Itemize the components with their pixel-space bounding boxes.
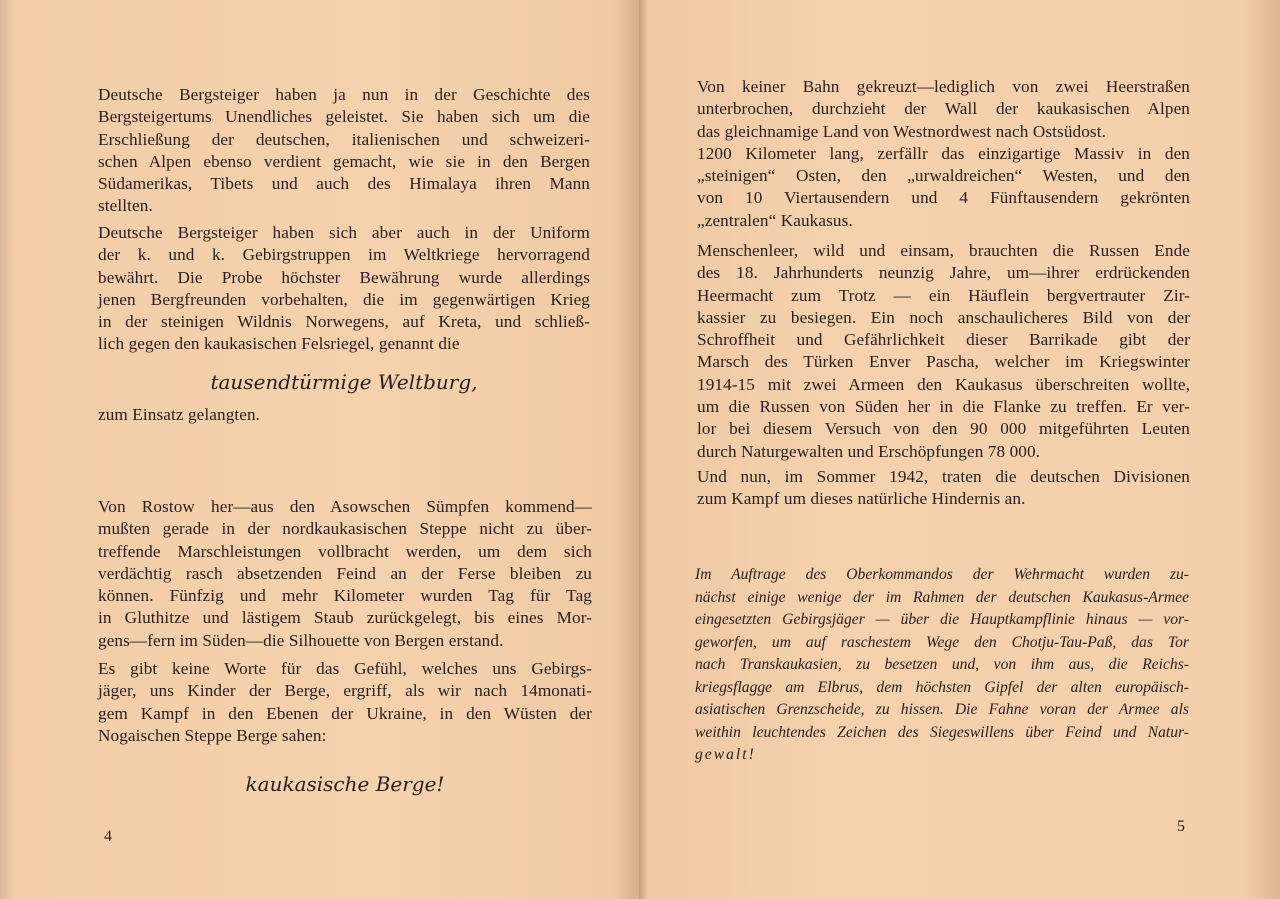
page-number-right: 5 <box>1177 818 1185 835</box>
right-paragraph-1 <box>697 76 1190 232</box>
italic-order-paragraph <box>695 564 1189 767</box>
line: Und nun, im Sommer 1942, traten die deutschen Divisionen <box>697 467 1190 486</box>
line: zum Kampf um dieses natürliche Hindernis an. <box>697 489 1026 509</box>
line: Südamerikas, Tibets und auch des Himalaya ihren Mann <box>98 174 590 194</box>
verse-weltburg: tausendtürmige Weltburg, <box>210 370 478 394</box>
line: Deutsche Bergsteiger haben ja nun in der Geschichte des <box>98 85 590 104</box>
line: um die Russen von Süden her in die Flanke zu treffen. Er ver- <box>697 397 1190 417</box>
line: eingesetzten Gebirgsjäger — über die Hauptkampflinie hinaus — vor- <box>695 611 1189 628</box>
line: Menschenleer, wild und einsam, brauchten die Russen Ende <box>697 241 1190 260</box>
line: der k. und k. Gebirgstruppen im Weltkriege hervorragend <box>98 245 590 265</box>
left-paragraph-2 <box>98 222 590 356</box>
line: Erschließung der deutschen, italienischen und schweizeri- <box>98 129 590 149</box>
line: Nogaischen Steppe Berge sahen: <box>98 725 327 745</box>
line: Von Rostow her—aus den Asowschen Sümpfen kommend— <box>98 497 592 516</box>
line: gewalt! <box>695 746 756 763</box>
line: stellten. <box>98 196 153 216</box>
line: Von keiner Bahn gekreuzt—lediglich von zwei Heerstraßen <box>697 77 1190 96</box>
line: Bergsteigertums Unendliches geleistet. Sie haben sich um die <box>98 107 590 127</box>
line: Im Auftrage des Oberkommandos der Wehrmacht wurden zu- <box>695 566 1189 583</box>
line: durch Naturgewalten und Erschöpfungen 78 000. <box>697 441 1041 461</box>
line: Heermacht zum Trotz — ein Häuflein bergvertrauter Zir- <box>697 285 1190 305</box>
right-paragraph-2 <box>697 240 1190 463</box>
line: weithin leuchtendes Zeichen des Siegeswillens über Feind und Natur- <box>695 723 1189 741</box>
line: des 18. Jahrhunderts neunzig Jahre, um—ihrer erdrückenden <box>697 263 1190 283</box>
line: asiatischen Grenzscheide, zu hissen. Die Fahne voran der Armee als <box>695 701 1189 718</box>
line: bewährt. Die Probe höchster Bewährung wurde allerdings <box>98 267 590 287</box>
line: geworfen, um auf raschestem Wege den Chotju-Tau-Paß, das Tor <box>695 633 1189 651</box>
line: kriegsflagge am Elbrus, dem höchsten Gipfel der alten europäisch- <box>695 678 1189 696</box>
line: kassier zu besiegen. Ein noch anschaulicheres Bild von der <box>697 307 1190 327</box>
right-page <box>640 0 1280 899</box>
line: nächst einige wenige der im Rahmen der deutschen Kaukasus-Armee <box>695 588 1189 606</box>
line: in Gluthitze und lästigem Staub zurückgelegt, bis eines Mor- <box>98 608 592 628</box>
line: treffende Marschleistungen vollbracht werden, um dem sich <box>98 541 592 561</box>
line: zum Einsatz gelangten. <box>98 405 261 424</box>
line: unterbrochen, durchzieht der Wall der kaukasischen Alpen <box>697 99 1190 119</box>
left-paragraph-5 <box>98 658 592 747</box>
line: Schroffheit und Gefährlichkeit dieser Barrikade gibt der <box>697 330 1190 350</box>
line: Marsch des Türken Enver Pascha, welcher im Kriegswinter <box>697 352 1190 372</box>
line: Deutsche Bergsteiger haben sich aber auch in der Uniform <box>98 223 590 242</box>
line: 1200 Kilometer lang, zerfällr das einzigartige Massiv in den <box>697 143 1190 163</box>
left-paragraph-1 <box>98 84 590 218</box>
line: „steinigen“ Osten, den „urwaldreichen“ Westen, und den <box>697 166 1190 186</box>
line: „zentralen“ Kaukasus. <box>697 210 853 230</box>
line: jäger, uns Kinder der Berge, ergriff, als wir nach 14monati- <box>98 681 592 701</box>
right-paragraph-3 <box>697 466 1190 511</box>
left-paragraph-4 <box>98 496 592 652</box>
line: gens—fern im Süden—die Silhouette von Bergen erstand. <box>98 630 504 650</box>
line: lich gegen den kaukasischen Felsriegel, genannt die <box>98 334 460 354</box>
line: schen Alpen ebenso verdient gemacht, wie sie in den Bergen <box>98 151 590 171</box>
line: das gleichnamige Land von Westnordwest nach Ostsüdost. <box>697 121 1106 141</box>
line: mußten gerade in der nordkaukasischen Steppe nicht zu über- <box>98 519 592 539</box>
line: gem Kampf in den Ebenen der Ukraine, in den Wüsten der <box>98 703 592 723</box>
page-number-left: 4 <box>104 828 112 845</box>
line: von 10 Viertausendern und 4 Fünftausendern gekrönten <box>697 188 1190 208</box>
verse-kaukasische-berge: kaukasische Berge! <box>245 772 445 796</box>
line: verdächtig rasch absetzenden Feind an der Ferse bleiben zu <box>98 563 592 583</box>
line: lor bei diesem Versuch von den 90 000 mitgeführten Leuten <box>697 419 1190 439</box>
line: Es gibt keine Worte für das Gefühl, welches uns Gebirgs- <box>98 659 592 678</box>
line: 1914-15 mit zwei Armeen den Kaukasus überschreiten wollte, <box>697 374 1190 394</box>
line: nach Transkaukasien, zu besetzen und, von ihm aus, die Reichs- <box>695 656 1189 673</box>
line: jenen Bergfreunden vorbehalten, die im gegenwärtigen Krieg <box>98 289 590 309</box>
line: können. Fünfzig und mehr Kilometer wurden Tag für Tag <box>98 586 592 606</box>
left-paragraph-3 <box>98 404 590 426</box>
line: in der steinigen Wildnis Norwegens, auf Kreta, und schließ- <box>98 312 590 332</box>
